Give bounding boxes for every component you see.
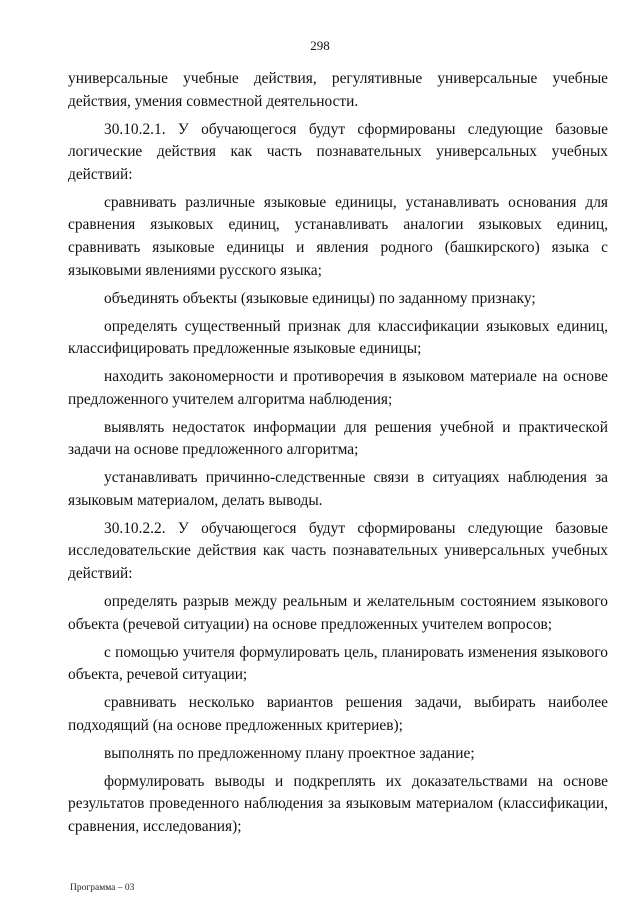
paragraph: 30.10.2.2. У обучающегося будут сформированы следующие базовые исследовательские действия как часть познавательных универсальных учебных действий: (68, 519, 608, 582)
paragraph: универсальные учебные действия, регулятивные универсальные учебные действия, умения совместной деятельности. (68, 70, 608, 110)
paragraph: находить закономерности и противоречия в языковом материале на основе предложенного учителем алгоритма наблюдения; (68, 368, 608, 408)
page-number: 298 (310, 38, 330, 53)
paragraph: устанавливать причинно-следственные связи в ситуациях наблюдения за языковым материалом, делать выводы. (68, 469, 608, 509)
paragraph: определять разрыв между реальным и желательным состоянием языкового объекта (речевой ситуации) на основе предложенных учителем вопросов; (68, 592, 608, 633)
paragraph: определять существенный признак для классификации языковых единиц, классифицировать предложенные языковые единицы; (68, 317, 608, 358)
paragraph: выявлять недостаток информации для решения учебной и практической задачи на основе предложенного алгоритма; (68, 418, 608, 459)
paragraph: с помощью учителя формулировать цель, планировать изменения языкового объекта, речевой ситуации; (68, 643, 608, 684)
paragraph: объединять объекты (языковые единицы) по заданному признаку; (104, 289, 536, 307)
paragraph: сравнивать различные языковые единицы, устанавливать основания для сравнения языковых единиц, устанавливать аналогии языковых единиц, сравнивать языковые единицы и явления родного (башкирского) языка с языковыми явлениями русского языка; (68, 193, 608, 279)
footer-program-label: Программа – 03 (70, 883, 135, 893)
paragraph: выполнять по предложенному плану проектное задание; (104, 744, 475, 762)
paragraph: сравнивать несколько вариантов решения задачи, выбирать наиболее подходящий (на основе предложенных критериев); (68, 694, 608, 734)
paragraph: формулировать выводы и подкреплять их доказательствами на основе результатов проведенного наблюдения за языковым материалом (классификации, сравнения, исследования); (68, 772, 608, 835)
body-text (68, 68, 608, 844)
paragraph: 30.10.2.1. У обучающегося будут сформированы следующие базовые логические действия как часть познавательных универсальных учебных действий: (68, 120, 608, 183)
